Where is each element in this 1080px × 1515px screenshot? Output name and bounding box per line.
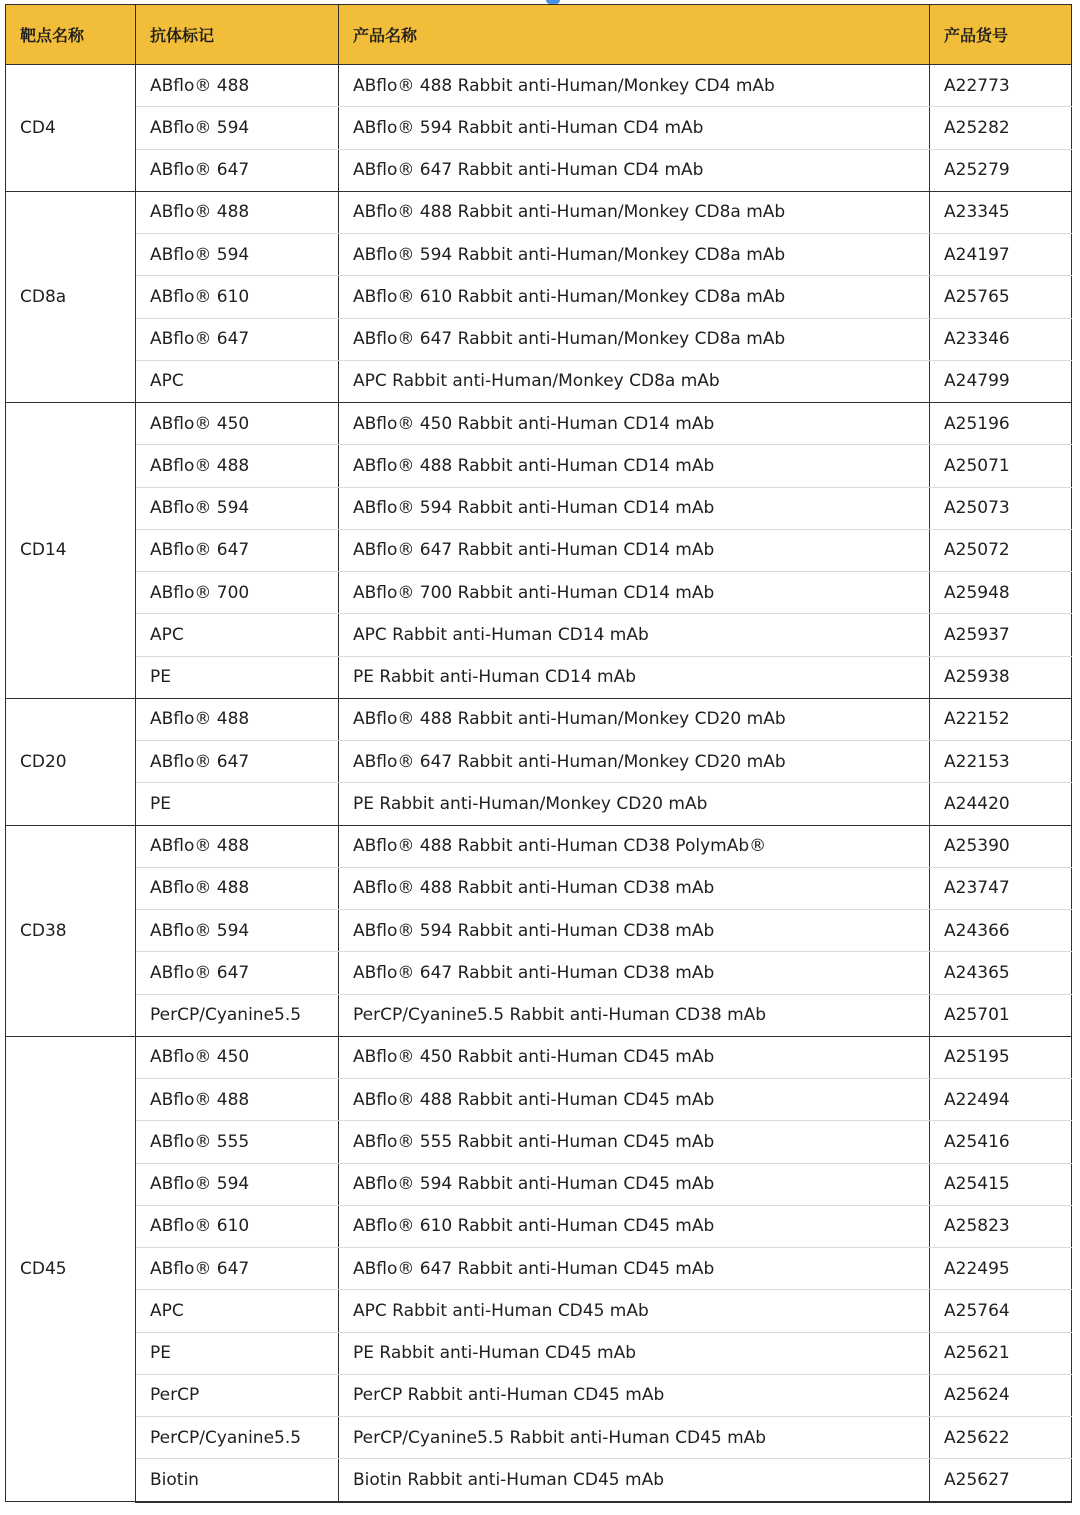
label-cell: PerCP/Cyanine5.5: [136, 994, 339, 1036]
catalog-number-cell: A22494: [930, 1079, 1072, 1121]
table-row: [6, 1163, 1072, 1205]
target-cell: CD4: [6, 65, 136, 192]
catalog-number-cell: A25938: [930, 656, 1072, 698]
table-row: [6, 614, 1072, 656]
label-cell: PerCP: [136, 1374, 339, 1416]
label-cell: ABflo® 488: [136, 445, 339, 487]
label-cell: PE: [136, 1332, 339, 1374]
label-cell: PE: [136, 656, 339, 698]
product-name-cell: ABflo® 555 Rabbit anti-Human CD45 mAb: [339, 1121, 930, 1163]
label-cell: ABflo® 647: [136, 1248, 339, 1290]
product-name-cell: ABflo® 594 Rabbit anti-Human CD14 mAb: [339, 487, 930, 529]
table-row: [6, 741, 1072, 783]
table-row: [6, 529, 1072, 571]
catalog-number-cell: A22152: [930, 698, 1072, 740]
product-name-cell: ABflo® 647 Rabbit anti-Human CD45 mAb: [339, 1248, 930, 1290]
catalog-number-cell: A22773: [930, 65, 1072, 107]
label-cell: ABflo® 450: [136, 1036, 339, 1078]
catalog-number-cell: A24197: [930, 234, 1072, 276]
table-row: [6, 149, 1072, 191]
catalog-number-cell: A24366: [930, 910, 1072, 952]
catalog-number-cell: A24420: [930, 783, 1072, 825]
label-cell: ABflo® 488: [136, 825, 339, 867]
catalog-number-cell: A24799: [930, 360, 1072, 402]
label-cell: ABflo® 488: [136, 191, 339, 233]
label-cell: ABflo® 610: [136, 1205, 339, 1247]
product-name-cell: ABflo® 488 Rabbit anti-Human CD38 PolymAb®: [339, 825, 930, 867]
target-cell: CD45: [6, 1036, 136, 1501]
table-body: [6, 65, 1072, 1502]
product-name-cell: PerCP/Cyanine5.5 Rabbit anti-Human CD45 mAb: [339, 1417, 930, 1459]
catalog-number-cell: A25416: [930, 1121, 1072, 1163]
product-name-cell: ABflo® 488 Rabbit anti-Human/Monkey CD8a mAb: [339, 191, 930, 233]
product-name-cell: PerCP/Cyanine5.5 Rabbit anti-Human CD38 mAb: [339, 994, 930, 1036]
table-row: [6, 1036, 1072, 1078]
label-cell: ABflo® 647: [136, 952, 339, 994]
label-cell: ABflo® 610: [136, 276, 339, 318]
catalog-number-cell: A25415: [930, 1163, 1072, 1205]
table-row: [6, 1248, 1072, 1290]
table-row: [6, 1417, 1072, 1459]
label-cell: ABflo® 594: [136, 487, 339, 529]
product-name-cell: ABflo® 700 Rabbit anti-Human CD14 mAb: [339, 572, 930, 614]
table-row: [6, 318, 1072, 360]
catalog-number-cell: A25279: [930, 149, 1072, 191]
product-name-cell: ABflo® 488 Rabbit anti-Human CD45 mAb: [339, 1079, 930, 1121]
table-row: [6, 1374, 1072, 1416]
table-row: [6, 1290, 1072, 1332]
product-name-cell: PerCP Rabbit anti-Human CD45 mAb: [339, 1374, 930, 1416]
product-name-cell: ABflo® 647 Rabbit anti-Human/Monkey CD20 mAb: [339, 741, 930, 783]
label-cell: Biotin: [136, 1459, 339, 1502]
target-cell: CD8a: [6, 191, 136, 402]
table-row: [6, 234, 1072, 276]
table-row: [6, 65, 1072, 107]
table-row: [6, 107, 1072, 149]
target-cell: CD38: [6, 825, 136, 1036]
label-cell: APC: [136, 360, 339, 402]
product-name-cell: ABflo® 594 Rabbit anti-Human CD4 mAb: [339, 107, 930, 149]
catalog-number-cell: A25627: [930, 1459, 1072, 1502]
table-row: [6, 1332, 1072, 1374]
table-row: [6, 487, 1072, 529]
table-row: [6, 276, 1072, 318]
catalog-number-cell: A25195: [930, 1036, 1072, 1078]
product-name-cell: APC Rabbit anti-Human CD14 mAb: [339, 614, 930, 656]
label-cell: ABflo® 647: [136, 149, 339, 191]
target-cell: CD20: [6, 698, 136, 825]
table-row: [6, 445, 1072, 487]
table-row: [6, 994, 1072, 1036]
label-cell: ABflo® 647: [136, 741, 339, 783]
catalog-number-cell: A25390: [930, 825, 1072, 867]
product-name-cell: PE Rabbit anti-Human/Monkey CD20 mAb: [339, 783, 930, 825]
label-cell: ABflo® 488: [136, 1079, 339, 1121]
table-row: [6, 952, 1072, 994]
table-header: [6, 5, 1072, 65]
label-cell: PerCP/Cyanine5.5: [136, 1417, 339, 1459]
product-name-cell: ABflo® 594 Rabbit anti-Human CD45 mAb: [339, 1163, 930, 1205]
table-row: [6, 656, 1072, 698]
catalog-number-cell: A23346: [930, 318, 1072, 360]
catalog-number-cell: A25624: [930, 1374, 1072, 1416]
label-cell: ABflo® 594: [136, 107, 339, 149]
label-cell: ABflo® 700: [136, 572, 339, 614]
table-row: [6, 1459, 1072, 1502]
catalog-number-cell: A25701: [930, 994, 1072, 1036]
product-name-cell: ABflo® 488 Rabbit anti-Human CD38 mAb: [339, 867, 930, 909]
label-cell: ABflo® 488: [136, 867, 339, 909]
header-row: [6, 5, 1072, 65]
catalog-number-cell: A25823: [930, 1205, 1072, 1247]
label-cell: ABflo® 488: [136, 698, 339, 740]
product-name-cell: ABflo® 610 Rabbit anti-Human CD45 mAb: [339, 1205, 930, 1247]
catalog-number-cell: A25282: [930, 107, 1072, 149]
product-name-cell: ABflo® 488 Rabbit anti-Human CD14 mAb: [339, 445, 930, 487]
table-row: [6, 783, 1072, 825]
table-row: [6, 191, 1072, 233]
header-catalog-number: 产品货号: [930, 5, 1072, 65]
label-cell: ABflo® 555: [136, 1121, 339, 1163]
product-name-cell: APC Rabbit anti-Human/Monkey CD8a mAb: [339, 360, 930, 402]
product-name-cell: ABflo® 450 Rabbit anti-Human CD45 mAb: [339, 1036, 930, 1078]
catalog-number-cell: A22153: [930, 741, 1072, 783]
label-cell: ABflo® 594: [136, 234, 339, 276]
label-cell: PE: [136, 783, 339, 825]
catalog-number-cell: A25764: [930, 1290, 1072, 1332]
catalog-number-cell: A25196: [930, 403, 1072, 445]
product-name-cell: ABflo® 647 Rabbit anti-Human/Monkey CD8a mAb: [339, 318, 930, 360]
product-name-cell: ABflo® 647 Rabbit anti-Human CD4 mAb: [339, 149, 930, 191]
catalog-number-cell: A23345: [930, 191, 1072, 233]
catalog-number-cell: A22495: [930, 1248, 1072, 1290]
target-cell: CD14: [6, 403, 136, 699]
catalog-number-cell: A25621: [930, 1332, 1072, 1374]
product-name-cell: ABflo® 488 Rabbit anti-Human/Monkey CD20 mAb: [339, 698, 930, 740]
table-row: [6, 698, 1072, 740]
catalog-number-cell: A25072: [930, 529, 1072, 571]
catalog-number-cell: A25071: [930, 445, 1072, 487]
label-cell: APC: [136, 614, 339, 656]
product-name-cell: ABflo® 594 Rabbit anti-Human/Monkey CD8a mAb: [339, 234, 930, 276]
product-name-cell: ABflo® 488 Rabbit anti-Human/Monkey CD4 mAb: [339, 65, 930, 107]
catalog-number-cell: A25073: [930, 487, 1072, 529]
table-row: [6, 572, 1072, 614]
table-row: [6, 910, 1072, 952]
product-name-cell: ABflo® 594 Rabbit anti-Human CD38 mAb: [339, 910, 930, 952]
product-name-cell: Biotin Rabbit anti-Human CD45 mAb: [339, 1459, 930, 1502]
label-cell: ABflo® 647: [136, 318, 339, 360]
table-row: [6, 867, 1072, 909]
table-row: [6, 403, 1072, 445]
product-name-cell: ABflo® 610 Rabbit anti-Human/Monkey CD8a mAb: [339, 276, 930, 318]
label-cell: ABflo® 450: [136, 403, 339, 445]
product-name-cell: ABflo® 647 Rabbit anti-Human CD14 mAb: [339, 529, 930, 571]
catalog-number-cell: A24365: [930, 952, 1072, 994]
table-row: [6, 1205, 1072, 1247]
table-row: [6, 825, 1072, 867]
label-cell: ABflo® 488: [136, 65, 339, 107]
label-cell: ABflo® 647: [136, 529, 339, 571]
product-name-cell: PE Rabbit anti-Human CD14 mAb: [339, 656, 930, 698]
catalog-number-cell: A23747: [930, 867, 1072, 909]
catalog-number-cell: A25765: [930, 276, 1072, 318]
table-row: [6, 360, 1072, 402]
label-cell: ABflo® 594: [136, 1163, 339, 1205]
header-label: 抗体标记: [136, 5, 339, 65]
label-cell: ABflo® 594: [136, 910, 339, 952]
header-target: 靶点名称: [6, 5, 136, 65]
label-cell: APC: [136, 1290, 339, 1332]
table-row: [6, 1121, 1072, 1163]
product-name-cell: ABflo® 450 Rabbit anti-Human CD14 mAb: [339, 403, 930, 445]
catalog-number-cell: A25948: [930, 572, 1072, 614]
product-table: [5, 4, 1072, 1503]
header-product-name: 产品名称: [339, 5, 930, 65]
product-name-cell: PE Rabbit anti-Human CD45 mAb: [339, 1332, 930, 1374]
product-name-cell: ABflo® 647 Rabbit anti-Human CD38 mAb: [339, 952, 930, 994]
catalog-number-cell: A25622: [930, 1417, 1072, 1459]
table-row: [6, 1079, 1072, 1121]
catalog-number-cell: A25937: [930, 614, 1072, 656]
product-name-cell: APC Rabbit anti-Human CD45 mAb: [339, 1290, 930, 1332]
